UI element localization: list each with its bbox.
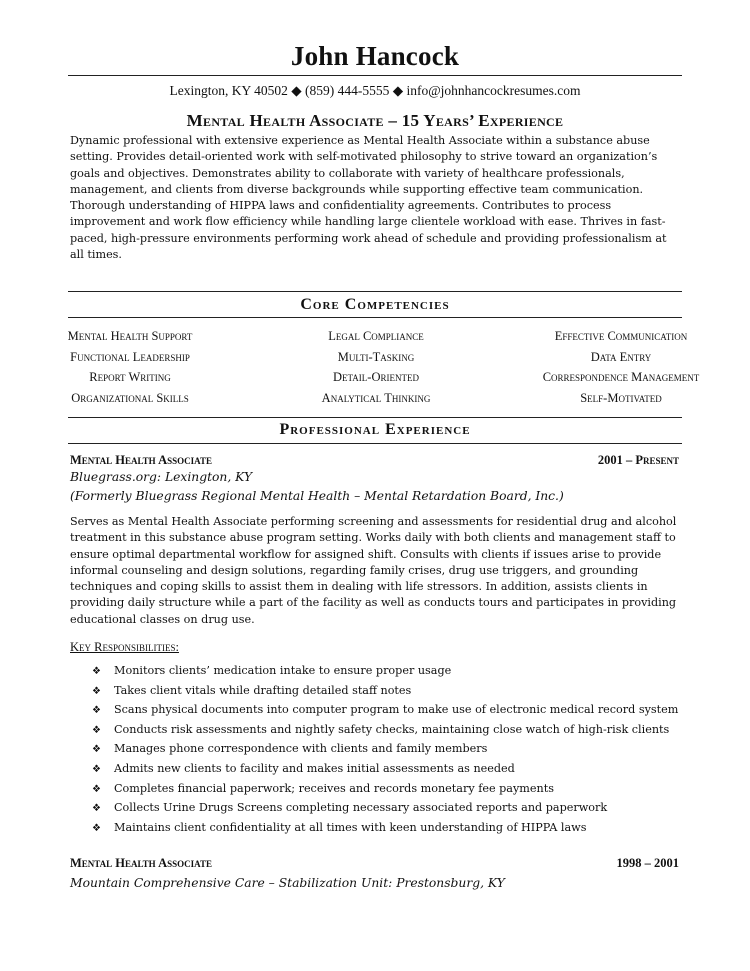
job-dates: 2001 – Present xyxy=(597,453,679,467)
list-item xyxy=(92,681,692,701)
competency-item: Functional Leadership xyxy=(70,349,190,364)
competency-item: Data Entry xyxy=(590,349,652,364)
key-responsibilities-heading: Key Responsibilities: xyxy=(70,640,179,654)
bullet-diamond-icon: ❖ xyxy=(92,744,101,756)
bullet-diamond-icon: ❖ xyxy=(92,822,101,834)
responsibility-text: Scans physical documents into computer program to make use of electronic medical record system xyxy=(114,703,679,717)
bullet-diamond-icon: ❖ xyxy=(92,783,101,795)
competency-item: Mental Health Support xyxy=(67,329,193,343)
competency-item: Analytical Thinking xyxy=(321,390,431,405)
professional-experience-heading: Professional Experience xyxy=(279,421,471,438)
responsibility-text: Completes financial paperwork; receives and records monetary fee payments xyxy=(114,781,554,795)
competency-column-3 xyxy=(511,326,731,408)
employer-former-name: (Formerly Bluegrass Regional Mental Health – Mental Retardation Board, Inc.) xyxy=(70,489,564,503)
divider xyxy=(68,75,682,76)
list-item xyxy=(92,759,692,779)
competency-item: Self-Motivated xyxy=(580,390,662,405)
list-item xyxy=(92,720,692,740)
competency-item: Organizational Skills xyxy=(71,390,189,405)
core-competencies-heading: Core Competencies xyxy=(300,296,450,313)
divider xyxy=(68,317,682,318)
competency-item: Report Writing xyxy=(89,370,171,384)
employer: Bluegrass.org: Lexington, KY xyxy=(70,470,253,484)
bullet-diamond-icon: ❖ xyxy=(92,803,101,815)
responsibility-text: Manages phone correspondence with clients and family members xyxy=(114,742,488,756)
competency-column-1 xyxy=(20,326,240,408)
responsibility-text: Admits new clients to facility and makes initial assessments as needed xyxy=(114,761,515,775)
candidate-name: John Hancock xyxy=(290,41,460,71)
job-title: Mental Health Associate xyxy=(70,453,212,467)
responsibilities-list xyxy=(92,661,692,837)
divider xyxy=(68,291,682,292)
bullet-diamond-icon: ❖ xyxy=(92,763,101,775)
competency-item: Legal Compliance xyxy=(328,329,424,343)
responsibility-text: Collects Urine Drugs Screens completing necessary associated reports and paperwork xyxy=(114,801,608,815)
list-item xyxy=(92,798,692,818)
bullet-diamond-icon: ❖ xyxy=(92,685,101,697)
job-description: Serves as Mental Health Associate performing screening and assessments for residential drug and alcohol treatment in this substance abuse program setting. Works daily with both clients and management staff to ensure optimal departmental workflow for assigned shift. Consults with clients if issues arise to provide informal counseling and design solutions, regarding family crises, drug use triggers, and grounding techniques and coping skills to assist them in dealing with life stressors. In addition, assists clients in providing daily structure while a part of the facility as well as conducts tours and participates in providing educational classes on drug use. xyxy=(70,515,677,626)
bullet-diamond-icon: ❖ xyxy=(92,666,101,677)
divider xyxy=(68,443,682,444)
list-item xyxy=(92,818,692,838)
responsibility-text: Maintains client confidentiality at all times with keen understanding of HIPPA laws xyxy=(114,820,587,834)
divider xyxy=(68,417,682,418)
list-item xyxy=(92,661,692,681)
list-item xyxy=(92,739,692,759)
employer: Mountain Comprehensive Care – Stabilization Unit: Prestonsburg, KY xyxy=(70,876,505,890)
competency-item: Correspondence Management xyxy=(542,370,700,384)
responsibility-text: Takes client vitals while drafting detailed staff notes xyxy=(114,683,412,697)
responsibility-text: Monitors clients’ medication intake to ensure proper usage xyxy=(114,664,452,677)
job-title: Mental Health Associate xyxy=(70,856,212,870)
list-item xyxy=(92,700,692,720)
job-dates: 1998 – 2001 xyxy=(616,856,679,870)
responsibility-text: Conducts risk assessments and nightly safety checks, maintaining close watch of high-risk clients xyxy=(114,722,670,736)
competency-column-2 xyxy=(266,326,486,408)
competency-item: Detail-Oriented xyxy=(333,370,419,384)
contact-line: Lexington, KY 40502 ◆ (859) 444-5555 ◆ info@johnhancockresumes.com xyxy=(169,83,581,98)
competency-item: Multi-Tasking xyxy=(337,349,415,364)
resume-headline: Mental Health Associate – 15 Years’ Experience xyxy=(186,111,564,130)
bullet-diamond-icon: ❖ xyxy=(92,705,101,717)
competency-item: Effective Communication xyxy=(554,329,688,343)
bullet-diamond-icon: ❖ xyxy=(92,724,101,736)
professional-summary: Dynamic professional with extensive experience as Mental Health Associate within a substance abuse setting. Provides detail-oriented work with self-motivated philosophy to strive toward an organization’s goals and objectives. Demonstrates ability to collaborate with variety of healthcare professionals, management, and clients from diverse backgrounds while supporting effective team communication. Thorough understanding of HIPPA laws and confidentiality agreements. Contributes to process improvement and work flow efficiency while handling large clientele workload with ease. Thrives in fast-paced, high-pressure environments performing work ahead of schedule and providing professionalism at all times. xyxy=(70,134,667,262)
list-item xyxy=(92,779,692,799)
